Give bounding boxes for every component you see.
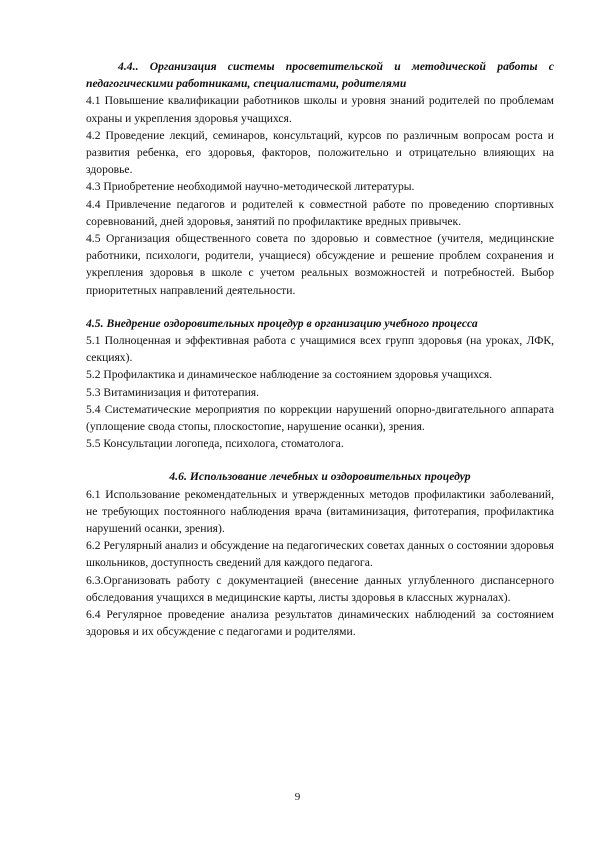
- section-4-6: [86, 468, 554, 640]
- list-item: 4.5 Организация общественного совета по здоровью и совместное (учителя, медицинские работники, психологи, родители, учащиеся) обсуждение и решение проблем сохранения и укрепления здоровья в школе с учетом реальных возможностей и потребностей. Выбор приоритетных направлений деятельности.: [86, 232, 554, 297]
- list-item: 6.3.Организовать работу с документацией (внесение данных углубленного диспансерного обследования учащихся в медицинские карты, листы здоровья в классных журналах).: [86, 573, 554, 604]
- list-item: 5.5 Консультации логопеда, психолога, стоматолога.: [86, 437, 344, 451]
- page-number: 9: [294, 791, 301, 803]
- list-item: 5.4 Систематические мероприятия по коррекции нарушений опорно-двигательного аппарата (уплощение свода стопы, плоскостопие, нарушение осанки), зрения.: [86, 402, 554, 434]
- list-item: 5.2 Профилактика и динамическое наблюдение за состоянием здоровья учащихся.: [86, 368, 493, 382]
- list-item: 4.1 Повышение квалификации работников школы и уровня знаний родителей по проблемам охраны и укрепления здоровья учащихся.: [86, 94, 554, 125]
- list-item: 5.1 Полноценная и эффективная работа с учащимися всех групп здоровья (на уроках, ЛФК, секциях).: [86, 334, 554, 365]
- section-4-4: [86, 58, 554, 299]
- list-item: 6.2 Регулярный анализ и обсуждение на педагогических советах данных о состоянии здоровья школьников, доступность сведений для каждого педагога.: [86, 539, 554, 570]
- list-item: 4.4 Привлечение педагогов и родителей к совместной работе по проведению спортивных соревнований, дней здоровья, занятий по профилактике вредных привычек.: [86, 197, 554, 228]
- section-heading: 4.4.. Организация системы просветительской и методической работы с педагогическими работниками, специалистами, родителями: [86, 60, 554, 91]
- list-item: 4.2 Проведение лекций, семинаров, консультаций, курсов по различным вопросам роста и развития ребенка, его здоровья, факторов, положительно и отрицательно влияющих на здоровье.: [86, 128, 554, 177]
- list-item: 6.1 Использование рекомендательных и утвержденных методов профилактики заболеваний, не требующих постоянного наблюдения врача (витаминизация, фитотерапия, профилактика нарушений осанки, зрения).: [86, 487, 554, 536]
- section-heading: 4.5. Внедрение оздоровительных процедур в организацию учебного процесса: [86, 316, 478, 330]
- section-4-5: [86, 315, 554, 453]
- list-item: 5.3 Витаминизация и фитотерапия.: [86, 385, 260, 399]
- section-heading: 4.6. Использование лечебных и оздоровительных процедур: [169, 470, 471, 484]
- list-item: 6.4 Регулярное проведение анализа результатов динамических наблюдений за состоянием здоровья и их обсуждение с педагогами и родителями.: [86, 608, 554, 639]
- document-body: [86, 58, 554, 641]
- list-item: 4.3 Приобретение необходимой научно-методической литературы.: [86, 180, 415, 194]
